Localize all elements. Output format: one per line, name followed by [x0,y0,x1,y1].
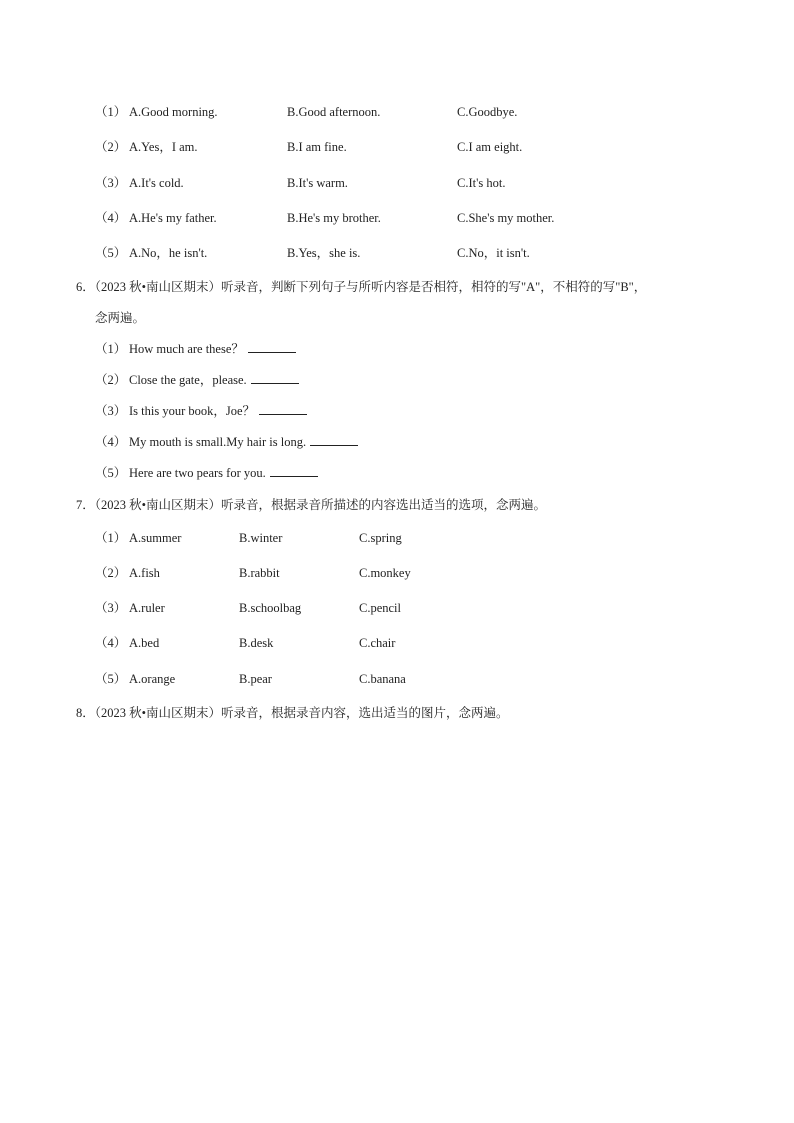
option-b: B.I am fine. [287,140,347,154]
option-a: A.ruler [129,601,165,615]
item-number: （1） [95,105,127,119]
option-a: A.Good morning. [129,105,218,119]
item-number: （5） [95,246,127,260]
option-a: A.He's my father. [129,211,217,225]
answer-blank[interactable] [270,464,318,477]
option-c: C.pencil [359,601,402,615]
item-number: （2） [95,373,127,387]
item-number: （4） [95,435,127,449]
statement-text: How much are these？ [129,342,244,356]
item-number: （3） [95,601,127,615]
q8-heading: 8．（2023 秋•南山区期末）听录音，根据录音内容，选出适当的图片，念两遍。 [76,706,509,720]
item-number: （1） [95,342,127,356]
option-a: A.No，he isn't. [129,246,208,260]
option-c: C.monkey [359,566,411,580]
option-b: B.Yes，she is. [287,246,361,260]
option-b: B.schoolbag [239,601,302,615]
option-c: C.No，it isn't. [457,246,530,260]
option-c: C.chair [359,636,396,650]
option-b: B.rabbit [239,566,280,580]
statement-text: Here are two pears for you. [129,466,266,480]
option-c: C.She's my mother. [457,211,555,225]
option-b: B.Good afternoon. [287,105,381,119]
item-number: （2） [95,566,127,580]
option-b: B.desk [239,636,274,650]
answer-blank[interactable] [248,340,296,353]
option-a: A.Yes，I am. [129,140,198,154]
item-number: （2） [95,140,127,154]
q6-heading: 6．（2023 秋•南山区期末）听录音，判断下列句子与所听内容是否相符，相符的写"A"，不相符的写"B"， [76,280,647,294]
answer-blank[interactable] [259,402,307,415]
option-a: A.orange [129,672,176,686]
option-b: B.He's my brother. [287,211,381,225]
option-a: A.fish [129,566,160,580]
option-a: A.bed [129,636,160,650]
option-b: B.winter [239,531,283,545]
option-c: C.Goodbye. [457,105,518,119]
item-number: （4） [95,636,127,650]
option-b: B.It's warm. [287,176,348,190]
item-number: （5） [95,672,127,686]
answer-blank[interactable] [251,371,299,384]
option-c: C.It's hot. [457,176,506,190]
statement-text: Is this your book，Joe？ [129,404,256,418]
item-number: （3） [95,176,127,190]
option-c: C.I am eight. [457,140,523,154]
item-number: （3） [95,404,127,418]
option-c: C.spring [359,531,402,545]
q6-heading-continued: 念两遍。 [95,311,146,325]
q7-heading: 7．（2023 秋•南山区期末）听录音，根据录音所描述的内容选出适当的选项，念两遍。 [76,498,547,512]
item-number: （1） [95,531,127,545]
option-b: B.pear [239,672,272,686]
statement-text: My mouth is small.My hair is long. [129,435,307,449]
option-c: C.banana [359,672,406,686]
item-number: （5） [95,466,127,480]
option-a: A.summer [129,531,182,545]
item-number: （4） [95,211,127,225]
statement-text: Close the gate，please. [129,373,247,387]
option-a: A.It's cold. [129,176,184,190]
answer-blank[interactable] [310,433,358,446]
